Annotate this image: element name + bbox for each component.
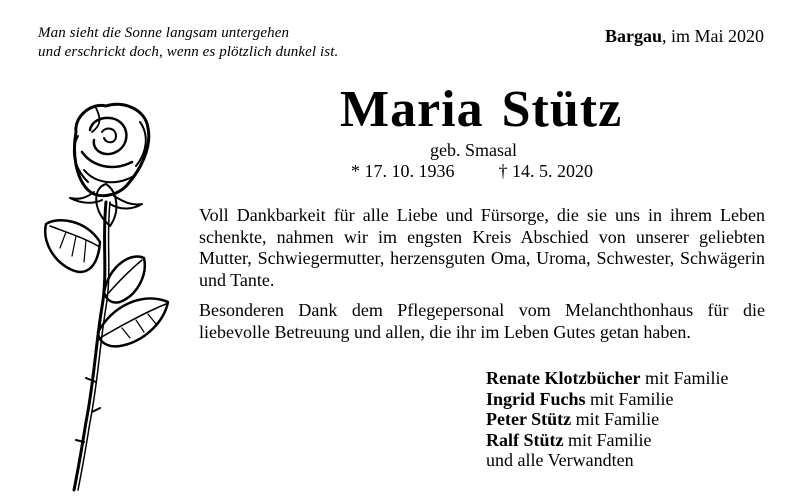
first-name: Maria [340, 81, 484, 138]
quote-line-1: Man sieht die Sonne langsam untergehen [38, 25, 290, 41]
rose-illustration-icon [36, 92, 176, 492]
birth-date: * 17. 10. 1936 [351, 161, 455, 181]
mourner-row [486, 368, 728, 389]
mourner-suffix: mit Familie [571, 409, 660, 429]
life-dates [351, 161, 593, 182]
mourner-name: Peter Stütz [486, 409, 572, 429]
mourner-row [486, 430, 728, 451]
closing-line: und alle Verwandten [486, 450, 634, 470]
last-name: Stütz [501, 81, 623, 138]
place-and-date [605, 26, 764, 47]
mourner-row [486, 409, 728, 430]
mourner-row [486, 389, 728, 410]
deceased-name [340, 80, 622, 140]
thanks-paragraph-2: Besonderen Dank dem Pflegepersonal vom Melanchthonhaus für die liebevolle Betreuung und allen, die ihr im Leben Gutes getan haben. [199, 300, 765, 342]
epigraph-quote [38, 24, 338, 62]
death-date: † 14. 5. 2020 [498, 161, 593, 181]
mourner-suffix: mit Familie [640, 368, 729, 388]
mourner-suffix: mit Familie [563, 429, 652, 450]
thanks-paragraph-1: Voll Dankbarkeit für alle Liebe und Fürsorge, die sie uns in ihrem Leben schenkte, nahmen wir im engsten Kreis Abschied von unserer geliebten Mutter, Schwiegermutter, herzensguten Oma, Uroma, Schwester, Schwägerin und Tante. [199, 205, 765, 290]
date-text: , im Mai 2020 [662, 26, 764, 46]
mourners-list [486, 368, 728, 471]
quote-line-2: und erschrickt doch, wenn es plötzlich dunkel ist. [38, 44, 339, 60]
mourner-name: Ralf Stütz [486, 429, 564, 450]
mourner-name: Renate Klotzbücher [486, 368, 641, 388]
mourner-suffix: mit Familie [585, 388, 674, 409]
place-name: Bargau [604, 26, 662, 46]
maiden-name: geb. Smasal [430, 140, 517, 160]
mourner-name: Ingrid Fuchs [486, 388, 586, 409]
